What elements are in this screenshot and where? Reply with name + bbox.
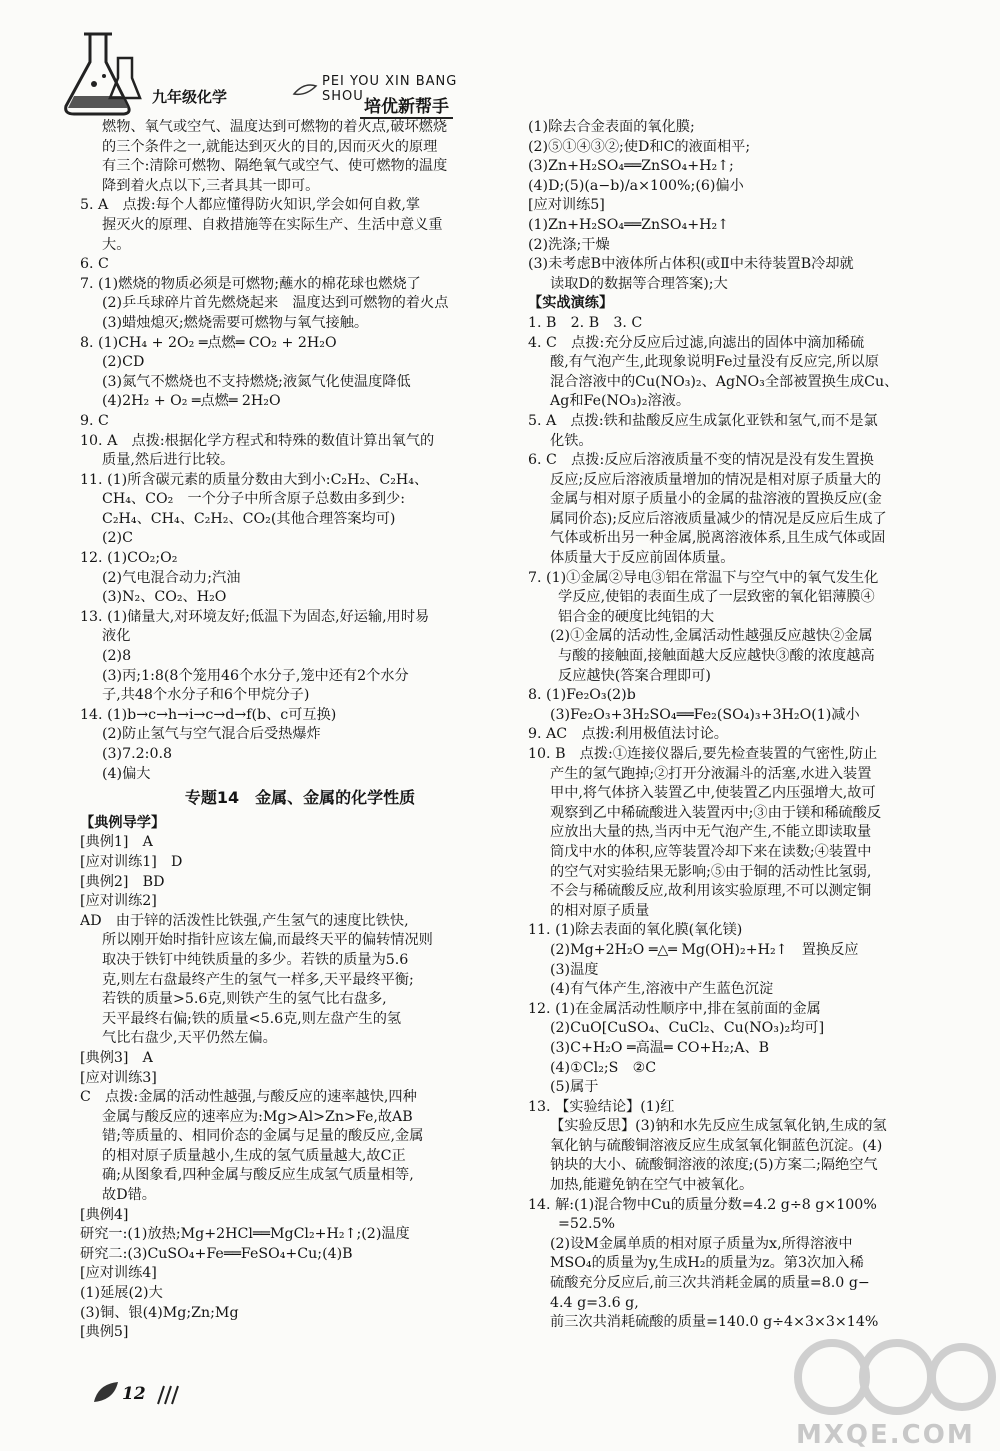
answer-line: (2)①金属的活动性,金属活动性越强反应越快②金属 [550,628,873,645]
answer-line: 11. (1)除去表面的氧化膜(氧化镁) [528,922,743,939]
answer-line: 化铁。 [550,432,593,449]
answer-line: (3)N₂、CO₂、H₂O [102,589,227,606]
answer-line: 13. 【实验结论】(1)红 [528,1098,675,1115]
answer-line: 筒戊中水的体积,应等装置冷却下来在读数;④装置中 [550,843,872,860]
answer-line: 金属与相对原子质量小的金属的盐溶液的置换反应(金 [550,491,882,508]
answer-line: (3)蜡烛熄灭;燃烧需要可燃物与氧气接触。 [102,314,369,331]
answer-line: [应对训练3] [80,1069,157,1086]
answer-line: 前三次共消耗硫酸的质量=140.0 g÷4×3×3×14% [550,1314,879,1331]
answer-line: 体质量大于反应前固体质量。 [550,550,735,567]
answer-line: (2)设M金属单质的相对原子质量为x,所得溶液中 [550,1235,853,1252]
answer-line: 的三个条件之一,就能达到灭火的目的,因而灭火的原理 [102,138,438,155]
slash-decoration-icon [150,1384,180,1406]
answer-line: (3)C+H₂O ═高温═ CO+H₂;A、B [550,1039,770,1056]
answer-line: 液化 [102,628,131,645]
answer-line: (5)属于 [550,1079,599,1096]
answer-line: 反应;反应后溶液质量增加的情况是相对原子质量大的 [550,471,882,488]
answer-line: 观察到乙中稀硫酸进入装置丙中;③由于镁和稀硫酸反 [550,804,882,821]
answer-line: 大。 [102,236,131,253]
answer-line: (2)C [102,530,133,547]
answer-line: 甲中,将气体挤入装置乙中,使装置乙内压强增大,故可 [550,785,876,802]
answer-line: (2)CD [102,354,145,371]
answer-line: 故D错。 [102,1187,156,1204]
answer-line: 气比右盘少,天平仍然左偏。 [102,1030,277,1047]
answer-line: Ag和Fe(NO₃)₂溶液。 [550,393,691,410]
answer-line: 12. (1)在金属活动性顺序中,排在氢前面的金属 [528,1000,821,1017]
answer-line: 9. C [80,412,109,429]
leaf-icon [292,82,318,98]
answer-line: 读取D的数据等合理答案);大 [550,275,728,292]
answer-line: 有三个:清除可燃物、隔绝氧气或空气、使可燃物的温度 [102,158,448,175]
answer-line: 气体或析出另一种金属,脱离溶液体系,且生成气体或固 [550,530,886,547]
answer-line: (1)延展(2)大 [80,1285,163,1302]
answer-line: (3)铜、银(4)Mg;Zn;Mg [80,1304,239,1321]
section-heading: 【实战演练】 [528,295,614,312]
answer-line: (3)未考虑B中液体所占体积(或Ⅱ中未待装置B冷却就 [528,256,854,273]
header-grade: 九年级化学 [152,88,228,106]
answer-line: 降到着火点以下,三者具其一即可。 [102,177,320,194]
answer-line: 钠块的大小、硫酸铜溶液的浓度;(5)方案二;隔绝空气 [550,1157,878,1174]
answer-line: 天平最终右偏;铁的质量<5.6克,则左盘产生的氢 [102,1010,402,1027]
answer-line: 11. (1)所含碳元素的质量分数由大到小:C₂H₂、C₂H₄、 [80,471,429,488]
answer-line: AD 由于锌的活泼性比铁强,产生氢气的速度比铁快, [80,912,409,929]
answer-line: (4)偏大 [102,765,151,782]
answer-line: 的空气对实验结果无影响;⑤由于铜的活动性比氢弱, [550,863,872,880]
answer-line: 取决于铁钉中纯铁质量的多少。若铁的质量为5.6 [102,951,409,968]
page-header [60,28,500,118]
answer-line: 14. 解:(1)混合物中Cu的质量分数=4.2 g÷8 g×100% [528,1196,877,1213]
answer-line: (2)洗涤;干燥 [528,236,610,253]
answer-line: 金属与酸反应的速率应为:Mg>Al>Zn>Fe,故AB [102,1108,413,1125]
page-leaf-icon [92,1380,120,1406]
answer-line: 10. A 点拨:根据化学方程式和特殊的数值计算出氧气的 [80,432,435,449]
answer-line: 反应越快(答案合理即可) [558,667,711,684]
answer-line: (2)防止氢气与空气混合后受热爆炸 [102,726,321,743]
section-heading: 【典例导学】 [80,814,166,831]
answer-line: (4)2H₂ + O₂ ═点燃═ 2H₂O [102,393,281,410]
answer-line: 4.4 g=3.6 g, [550,1294,639,1311]
answer-line: CH₄、CO₂ 一个分子中所含原子总数由多到少: [102,491,406,508]
answer-line: (3)Zn+H₂SO₄══ZnSO₄+H₂↑; [528,158,734,175]
answer-line: (2)⑤①④③②;使D和C的液面相平; [528,138,751,155]
answer-line: [应对训练5] [528,197,605,214]
answer-line: 确;从图象看,四种金属与酸反应生成氢气质量相等, [102,1167,414,1184]
right-column [528,118,968,1333]
answer-line: 与酸的接触面,接触面越大反应越快③酸的浓度越高 [558,648,875,665]
answer-line: (4)有气体产生,溶液中产生蓝色沉淀 [550,981,774,998]
answer-line: 【实验反思】(3)钠和水先反应生成氢氧化钠,生成的氢 [550,1118,887,1135]
answer-line: (2)CuO[CuSO₄、CuCl₂、Cu(NO₃)₂均可] [550,1020,825,1037]
answer-line: (3)丙;1:8(8个笼用46个水分子,笼中还有2个水分 [102,667,409,684]
answer-line: (4)①Cl₂;S ②C [550,1059,657,1076]
answer-line: 加热,能避免钠在空气中被氧化。 [550,1177,754,1194]
answer-line: (3)Fe₂O₃+3H₂SO₄══Fe₂(SO₄)₃+3H₂O(1)减小 [550,706,860,723]
answer-line: 克,则左右盘最终产生的氢气一样多,天平最终平衡; [102,971,414,988]
answer-line: 混合溶液中的Cu(NO₃)₂、AgNO₃全部被置换生成Cu、 [550,373,899,390]
answer-line: 应放出大量的热,当丙中无气泡产生,不能立即读取量 [550,824,872,841]
answer-line: [典例5] [80,1324,129,1341]
answer-line: (2)乒乓球碎片首先燃烧起来 温度达到可燃物的着火点 [102,295,449,312]
answer-line: 铝合金的硬度比纯铝的大 [558,608,715,625]
answer-line: 9. AC 点拨:利用极值法讨论。 [528,726,728,743]
answer-line: 7. (1)①金属②导电③铝在常温下与空气中的氧气发生化 [528,569,879,586]
answer-line: =52.5% [558,1216,615,1233]
answer-line: [应对训练2] [80,893,157,910]
answer-line: 8. (1)CH₄ + 2O₂ ═点燃═ CO₂ + 2H₂O [80,334,337,351]
answer-line: 4. C 点拨:充分反应后过滤,向滤出的固体中滴加稀硫 [528,334,865,351]
answer-line: 酸,有气泡产生,此现象说明Fe过量没有反应完,所以原 [550,354,879,371]
answer-line: (1)除去合金表面的氧化膜; [528,119,695,135]
answer-line: 学反应,使铝的表面生成了一层致密的氧化铝薄膜④ [558,589,875,606]
answer-line: [典例1] A [80,834,153,851]
answer-line: 产生的氢气跑掉;②打开分液漏斗的活塞,水进入装置 [550,765,872,782]
topic-heading: 专题14 金属、金属的化学性质 [184,788,416,808]
answer-line: C 点拨:金属的活动性越强,与酸反应的速率越快,四种 [80,1089,417,1106]
answer-line: 7. (1)燃烧的物质必须是可燃物;蘸水的棉花球也燃烧了 [80,275,421,292]
answer-line: [典例3] A [80,1049,153,1066]
header-series-title: 培优新帮手 [360,92,453,119]
answer-line: (4)D;(5)(a−b)/a×100%;(6)偏小 [528,177,744,194]
answer-line: (3)氮气不燃烧也不支持燃烧;液氮气化使温度降低 [102,373,411,390]
answer-line: (2)8 [102,648,132,665]
answer-line: 属同价态);反应后溶液质量减少的情况是反应后生成了 [550,510,887,527]
answer-line: (2)气电混合动力;汽油 [102,569,241,586]
answer-line: 研究一:(1)放热;Mg+2HCl══MgCl₂+H₂↑;(2)温度 [80,1226,410,1243]
answer-line: 14. (1)b→c→h→i→c→d→f(b、c可互换) [80,706,337,723]
answer-line: 的相对原子质量 [550,902,650,919]
answer-line: 子,共48个水分子和6个甲烷分子) [102,687,310,704]
answer-line: [典例2] BD [80,873,165,890]
flask-logo-icon [60,28,145,116]
answer-line: 6. C [80,256,109,273]
watermark-text: MXQE.COM [796,1420,975,1450]
answer-line: 6. C 点拨:反应后溶液质量不变的情况是没有发生置换 [528,452,874,469]
header-pinyin: PEI YOU XIN BANG SHOU [322,74,458,104]
answer-line: (3)温度 [550,961,599,978]
page-number: 12 [122,1384,146,1404]
answer-line: 5. A 点拨:铁和盐酸反应生成氯化亚铁和氢气,而不是氯 [528,412,878,429]
answer-line: 1. B 2. B 3. C [528,314,643,331]
answer-line: 研究二:(3)CuSO₄+Fe══FeSO₄+Cu;(4)B [80,1245,353,1262]
answer-line: [应对训练4] [80,1265,157,1282]
answer-line: 握灭火的原理、自救措施等在实际生产、生活中意义重 [102,216,443,233]
answer-line: 10. B 点拨:①连接仪器后,要先检查装置的气密性,防止 [528,746,878,762]
answer-line: MSO₄的质量为y,生成H₂的质量为z。第3次加入稀 [550,1255,864,1272]
left-column [80,118,520,1343]
answer-line: 氧化钠与硫酸铜溶液反应生成氢氧化铜蓝色沉淀。(4) [550,1137,883,1154]
answer-line: 不会与稀硫酸反应,故利用该实验原理,不可以测定铜 [550,883,872,900]
answer-line: (2)Mg+2H₂O ═△═ Mg(OH)₂+H₂↑ 置换反应 [550,941,859,958]
answer-line: (3)7.2:0.8 [102,746,173,762]
answer-line: 8. (1)Fe₂O₃(2)b [528,687,636,704]
answer-line: 的相对原子质量越小,生成的氢气质量越大,故C正 [102,1147,406,1164]
answer-line: 若铁的质量>5.6克,则铁产生的氢气比右盘多, [102,991,387,1008]
answer-line: 12. (1)CO₂;O₂ [80,550,178,567]
answer-line: 5. A 点拨:每个人都应懂得防火知识,学会如何自救,掌 [80,197,421,214]
answer-line: 所以刚开始时指针应该左偏,而最终天平的偏转情况则 [102,932,433,949]
answer-line: 错;等质量的、相同价态的金属与足量的酸反应,金属 [102,1128,424,1145]
answer-line: [典例4] [80,1206,129,1223]
answer-line: (1)Zn+H₂SO₄══ZnSO₄+H₂↑ [528,216,730,233]
answer-line: 13. (1)储量大,对环境友好;低温下为固态,好运输,用时易 [80,608,430,625]
answer-line: 硫酸充分反应后,前三次共消耗金属的质量=8.0 g− [550,1275,870,1292]
answer-line: C₂H₄、CH₄、C₂H₂、CO₂(其他合理答案均可) [102,510,396,527]
answer-line: 燃物、氧气或空气、温度达到可燃物的着火点,破坏燃烧 [102,119,448,135]
answer-line: [应对训练1] D [80,853,183,870]
answer-line: 质量,然后进行比较。 [102,452,235,469]
